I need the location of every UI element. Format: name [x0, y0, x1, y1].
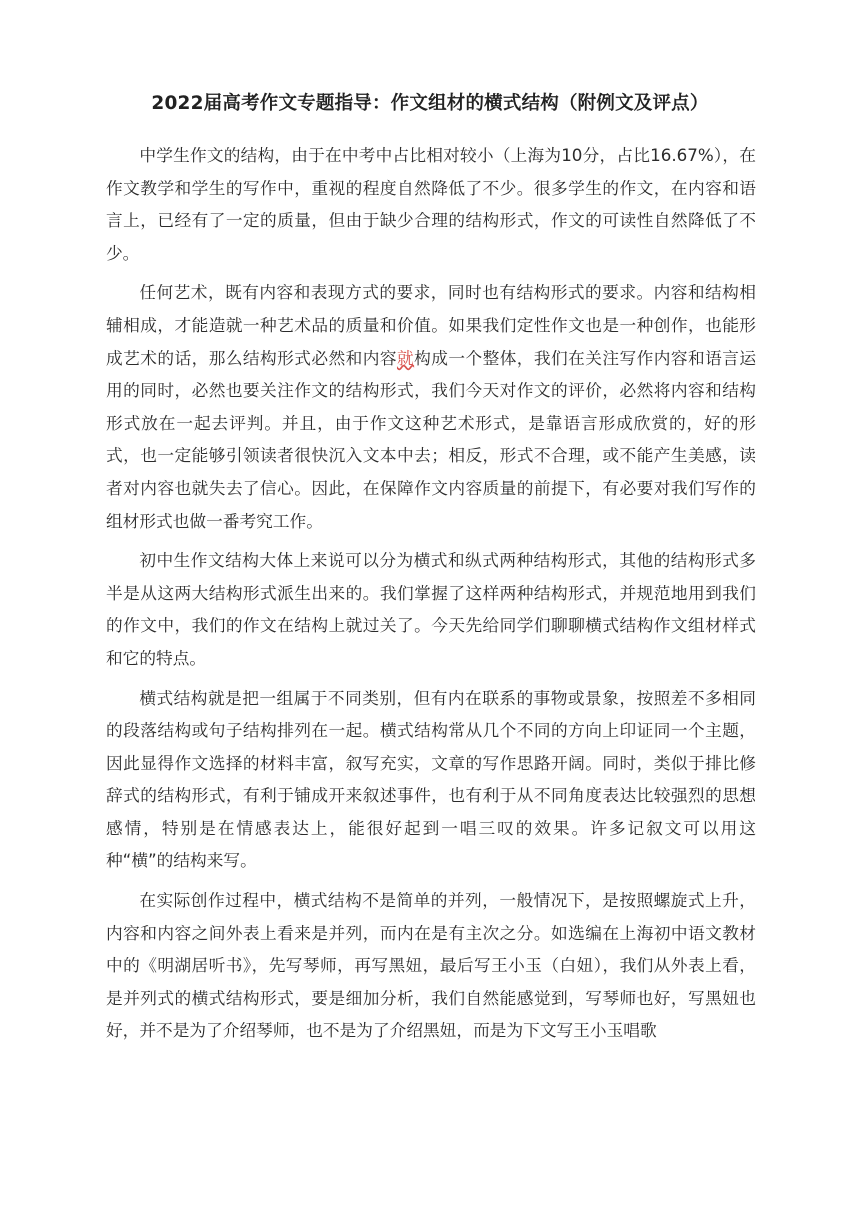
paragraph: 初中生作文结构大体上来说可以分为横式和纵式两种结构形式，其他的结构形式多半是从这两大结构形式派生出来的。我们掌握了这样两种结构形式，并规范地用到我们的作文中，我们的作文在结构上就过关了。今天先给同学们聊聊横式结构作文组材样式和它的特点。 — [106, 550, 756, 668]
paragraph: 中学生作文的结构，由于在中考中占比相对较小（上海为10分，占比16.67%），在作文教学和学生的写作中，重视的程度自然降低了不少。很多学生的作文，在内容和语言上，已经有了一定的质量，但由于缺少合理的结构形式，作文的可读性自然降低了不少。 — [106, 145, 756, 263]
document-title: 2022届高考作文专题指导：作文组材的横式结构（附例文及评点） — [151, 93, 709, 114]
document-body — [106, 139, 756, 1054]
paragraph: 横式结构就是把一组属于不同类别，但有内在联系的事物或景象，按照差不多相同的段落结构或句子结构排列在一起。横式结构常从几个不同的方向上印证同一个主题，因此显得作文选择的材料丰富，叙写充实，文章的写作思路开阔。同时，类似于排比修辞式的结构形式，有利于铺成开来叙述事件，也有利于从不同角度表达比较强烈的思想感情，特别是在情感表达上，能很好起到一唱三叹的效果。许多记叙文可以用这种“横”的结构来写。 — [106, 687, 756, 871]
annotation-mark: 就 — [396, 347, 415, 368]
paragraph: 在实际创作过程中，横式结构不是简单的并列，一般情况下，是按照螺旋式上升，内容和内容之间外表上看来是并列，而内在是有主次之分。如选编在上海初中语文教材中的《明湖居听书》，先写琴师，再写黑妞，最后写王小玉（白妞），我们从外表上看，是并列式的横式结构形式，要是细加分析，我们自然能感觉到，写琴师也好，写黑妞也好，并不是为了介绍琴师，也不是为了介绍黑妞，而是为下文写王小玉唱歌 — [106, 890, 756, 1041]
paragraph: 任何艺术，既有内容和表现方式的要求，同时也有结构形式的要求。内容和结构相辅相成，才能造就一种艺术品的质量和价值。如果我们定性作文也是一种创作，也能形成艺术的话，那么结构形式必然和内容就构成一个整体，我们在关注写作内容和语言运用的同时，必然也要关注作文的结构形式，我们今天对作文的评价，必然将内容和结构形式放在一起去评判。并且，由于作文这种艺术形式，是靠语言形成欣赏的，好的形式，也一定能够引领读者很快沉入文本中去；相反，形式不合理，或不能产生美感，读者对内容也就失去了信心。因此，在保障作文内容质量的前提下，有必要对我们写作的组材形式也做一番考究工作。 — [106, 282, 757, 531]
